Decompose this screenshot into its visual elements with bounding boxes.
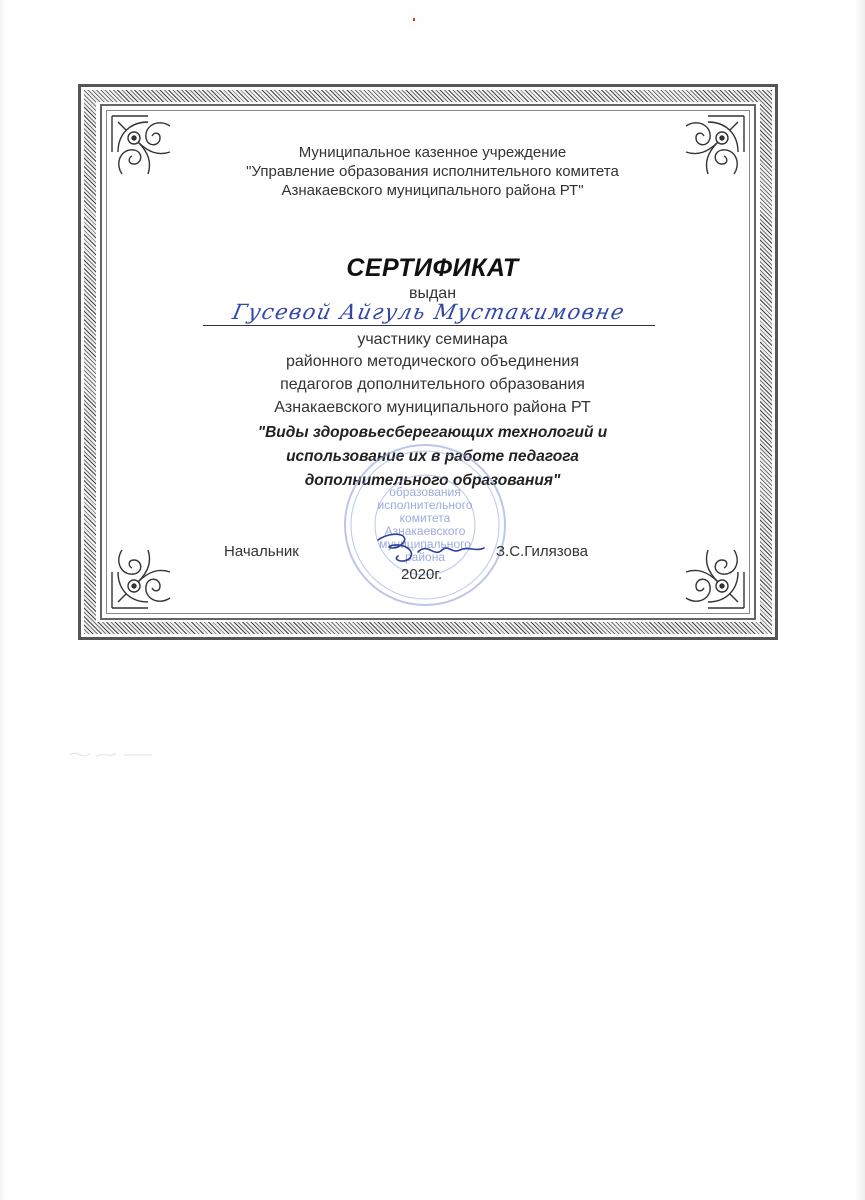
issued-label: выдан [408,285,457,302]
corner-ornament-icon [108,536,184,612]
body-line-4: Азнакаевского муниципального района РТ [274,399,591,416]
body-line-1: участнику семинара [357,331,508,348]
stamp-text-2: исполнительного [377,498,473,512]
scan-smudge-icon [66,745,156,767]
signature-icon [372,528,492,568]
recipient-name: Гусевой Айгуль Мустакимовне [230,300,628,324]
stamp-text-6: района [404,550,446,564]
topic-line-2: использование их в работе педагога [286,448,579,465]
stamp-text-3: комитета [399,511,451,525]
signer-name: З.С.Гилязова [496,543,588,560]
stamp-text-4: Азнакаевского [384,524,466,538]
topic-line-1: "Виды здоровьесберегающих технологий и [257,424,608,441]
organization-line-1: Муниципальное казенное учреждение [298,144,567,161]
certificate-title: СЕРТИФИКАТ [346,254,519,282]
body-line-3: педагогов дополнительного образования [280,376,585,393]
body-line-2: районного методического объединения [285,353,580,370]
organization-line-2: "Управление образования исполнительного комитета [246,163,619,180]
scan-speck [413,18,415,21]
stamp-text-5: муниципального [379,537,471,551]
signer-position: Начальник [224,543,299,560]
certificate-year: 2020г. [401,566,443,583]
organization-line-3: Азнакаевского муниципального района РТ" [281,182,584,199]
corner-ornament-icon [672,536,748,612]
stamp-text-1: образования [389,485,461,499]
recipient-underline [203,325,655,326]
topic-line-3: дополнительного образования" [304,472,561,489]
